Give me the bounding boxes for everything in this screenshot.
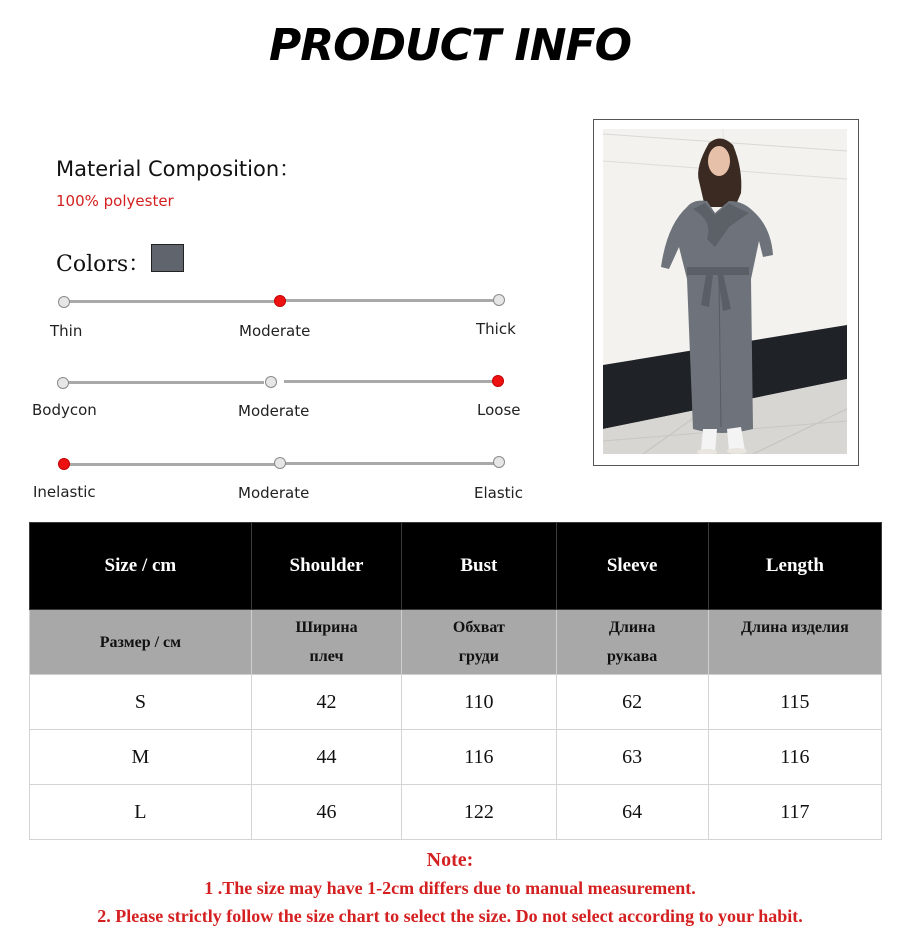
scale-label-elastic: Elastic xyxy=(474,484,523,502)
table-cell: S xyxy=(30,675,252,730)
scale-track xyxy=(284,462,498,465)
product-photo[interactable] xyxy=(603,129,847,454)
scale-label-bodycon: Bodycon xyxy=(32,401,97,419)
page-title: PRODUCT INFO xyxy=(268,20,632,71)
table-header-row xyxy=(30,523,882,610)
scale-label-thick: Thick xyxy=(476,320,516,338)
note-line-1: 1 .The size may have 1-2cm differs due to manual measurement. xyxy=(204,878,696,898)
scale-dot[interactable] xyxy=(274,457,286,469)
note-line-2: 2. Please strictly follow the size chart to select the size. Do not select according to your habit. xyxy=(97,906,803,926)
header-sleeve: Sleeve xyxy=(556,523,708,610)
scale-label-thin: Thin xyxy=(50,322,83,340)
table-row xyxy=(30,730,882,785)
table-cell: 42 xyxy=(251,675,401,730)
scale-label-moderate: Moderate xyxy=(239,322,311,340)
table-subheader-row xyxy=(30,610,882,675)
color-swatch-gray[interactable] xyxy=(151,244,184,272)
table-cell: 44 xyxy=(251,730,401,785)
table-row xyxy=(30,675,882,730)
table-row xyxy=(30,785,882,840)
header-shoulder: Shoulder xyxy=(251,523,401,610)
table-cell: 116 xyxy=(708,730,881,785)
table-cell: 116 xyxy=(402,730,556,785)
table-cell: 64 xyxy=(556,785,708,840)
header-size: Size / cm xyxy=(30,523,252,610)
scale-dot[interactable] xyxy=(274,295,286,307)
scale-dot[interactable] xyxy=(493,456,505,468)
scale-track xyxy=(284,299,498,302)
product-photo-frame xyxy=(593,119,859,466)
table-cell: 62 xyxy=(556,675,708,730)
scale-label-moderate: Moderate xyxy=(238,484,310,502)
table-cell: 110 xyxy=(402,675,556,730)
material-value: 100% polyester xyxy=(56,192,174,210)
scale-track xyxy=(64,463,276,466)
table-cell: 115 xyxy=(708,675,881,730)
scale-dot[interactable] xyxy=(58,458,70,470)
scale-label-moderate: Moderate xyxy=(238,402,310,420)
subheader-shoulder: Ширина плеч xyxy=(251,610,401,675)
scale-track xyxy=(65,300,279,303)
subheader-size: Размер / см xyxy=(30,610,252,675)
colors-label: Colors： xyxy=(56,252,151,277)
scale-dot[interactable] xyxy=(57,377,69,389)
header-bust: Bust xyxy=(402,523,556,610)
header-length: Length xyxy=(708,523,881,610)
scale-dot[interactable] xyxy=(492,375,504,387)
material-label: Material Composition： xyxy=(56,157,301,181)
table-cell: 46 xyxy=(251,785,401,840)
scale-track xyxy=(64,381,264,384)
table-cell: 122 xyxy=(402,785,556,840)
scale-label-inelastic: Inelastic xyxy=(33,483,96,501)
table-cell: M xyxy=(30,730,252,785)
size-table xyxy=(29,522,882,840)
scale-dot[interactable] xyxy=(493,294,505,306)
table-cell: L xyxy=(30,785,252,840)
table-cell: 117 xyxy=(708,785,881,840)
subheader-length: Длина изделия xyxy=(708,610,881,675)
scale-dot[interactable] xyxy=(265,376,277,388)
scale-dot[interactable] xyxy=(58,296,70,308)
scale-label-loose: Loose xyxy=(477,401,521,419)
note-title: Note: xyxy=(426,849,474,871)
subheader-bust: Обхват груди xyxy=(402,610,556,675)
subheader-sleeve: Длина рукава xyxy=(556,610,708,675)
table-cell: 63 xyxy=(556,730,708,785)
scale-track xyxy=(284,380,498,383)
